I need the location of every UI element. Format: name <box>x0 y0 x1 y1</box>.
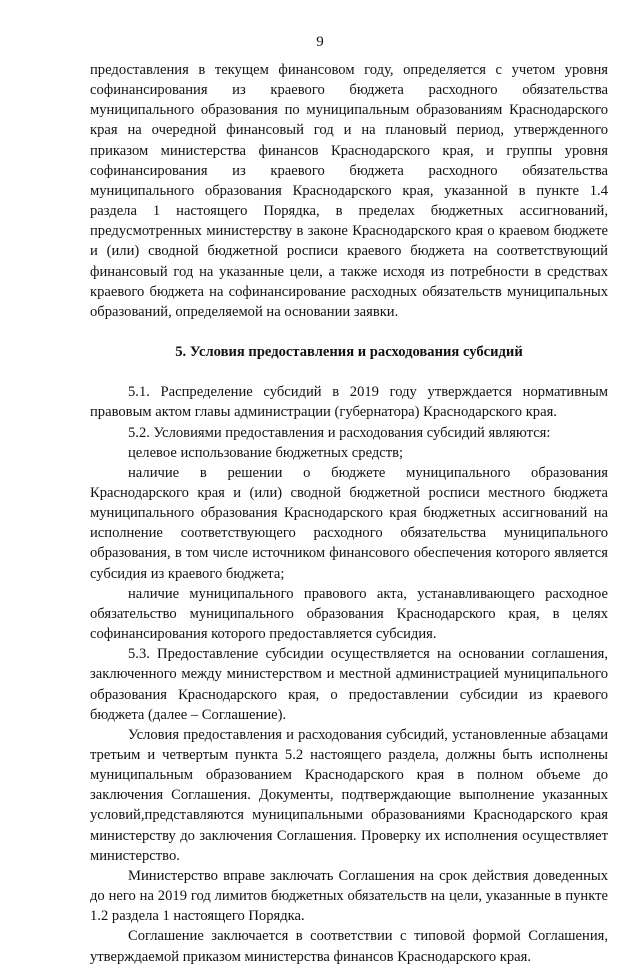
condition-item: наличие в решении о бюджете муниципального образования Краснодарского края и (или) сводной бюджетной росписи местного бюджета муниципального образования Краснодарского края бюджетных ассигнований на исполнение соответствующего расходного обязательства муниципального образования, в том числе источником финансового обеспечения которого является субсидия из краевого бюджета; <box>90 464 608 582</box>
body-paragraph: Условия предоставления и расходования субсидий, установленные абзацами третьим и четвертым пункта 5.2 настоящего раздела, должны быть исполнены муниципальным образованием Краснодарского края в полном объеме до заключения Соглашения. Документы, подтверждающие выполнение указанных условий,представляются муниципальными образованиями Краснодарского края министерству до заключения Соглашения. Проверку их исполнения осуществляет министерство. <box>90 726 608 864</box>
condition-item: наличие муниципального правового акта, устанавливающего расходное обязательство муниципального образования Краснодарского края, в целях софинансирования которого предоставляется субсидия. <box>90 585 608 643</box>
section-heading: 5. Условия предоставления и расходования субсидий <box>175 344 523 361</box>
body-paragraph: Министерство вправе заключать Соглашения на срок действия доведенных до него на 2019 год лимитов бюджетных обязательств на цели, указанные в пункте 1.2 раздела 1 настоящего Порядка. <box>90 867 608 925</box>
condition-item: целевое использование бюджетных средств; <box>128 444 404 461</box>
paragraph-5-2: 5.2. Условиями предоставления и расходования субсидий являются: <box>128 424 551 441</box>
body-paragraph: Соглашение заключается в соответствии с типовой формой Соглашения, утверждаемой приказом министерства финансов Краснодарского края. <box>90 928 608 965</box>
paragraph-5-3: 5.3. Предоставление субсидии осуществляется на основании соглашения, заключенного между министерством и местной администрацией муниципального образования Краснодарского края, о предоставлении субсидии из краевого бюджета (далее – Соглашение). <box>90 646 608 723</box>
continuation-paragraph: предоставления в текущем финансовом году, определяется с учетом уровня софинансирования из краевого бюджета расходного обязательства муниципального образования по муниципальным образованиям Краснодарского края на очередной финансовый год и на плановый период, утвержденного приказом министерства финансов Краснодарского края, и группы уровня софинансирования из краевого бюджета расходного обязательства муниципального образования Краснодарского края, указанной в пункте 1.4 раздела 1 настоящего Порядка, в пределах бюджетных ассигнований, предусмотренных министерству в законе Краснодарского края о краевом бюджете и (или) сводной бюджетной росписи краевого бюджета на соответствующий финансовый год на указанные цели, а также исходя из потребности в средствах краевого бюджета на софинансирование расходных обязательств муниципальных образований, определяемой на основании заявки. <box>90 62 608 320</box>
document-body <box>90 60 608 967</box>
page-number: 9 <box>316 34 324 50</box>
paragraph-5-1: 5.1. Распределение субсидий в 2019 году утверждается нормативным правовым актом главы администрации (губернатора) Краснодарского края. <box>90 384 608 421</box>
